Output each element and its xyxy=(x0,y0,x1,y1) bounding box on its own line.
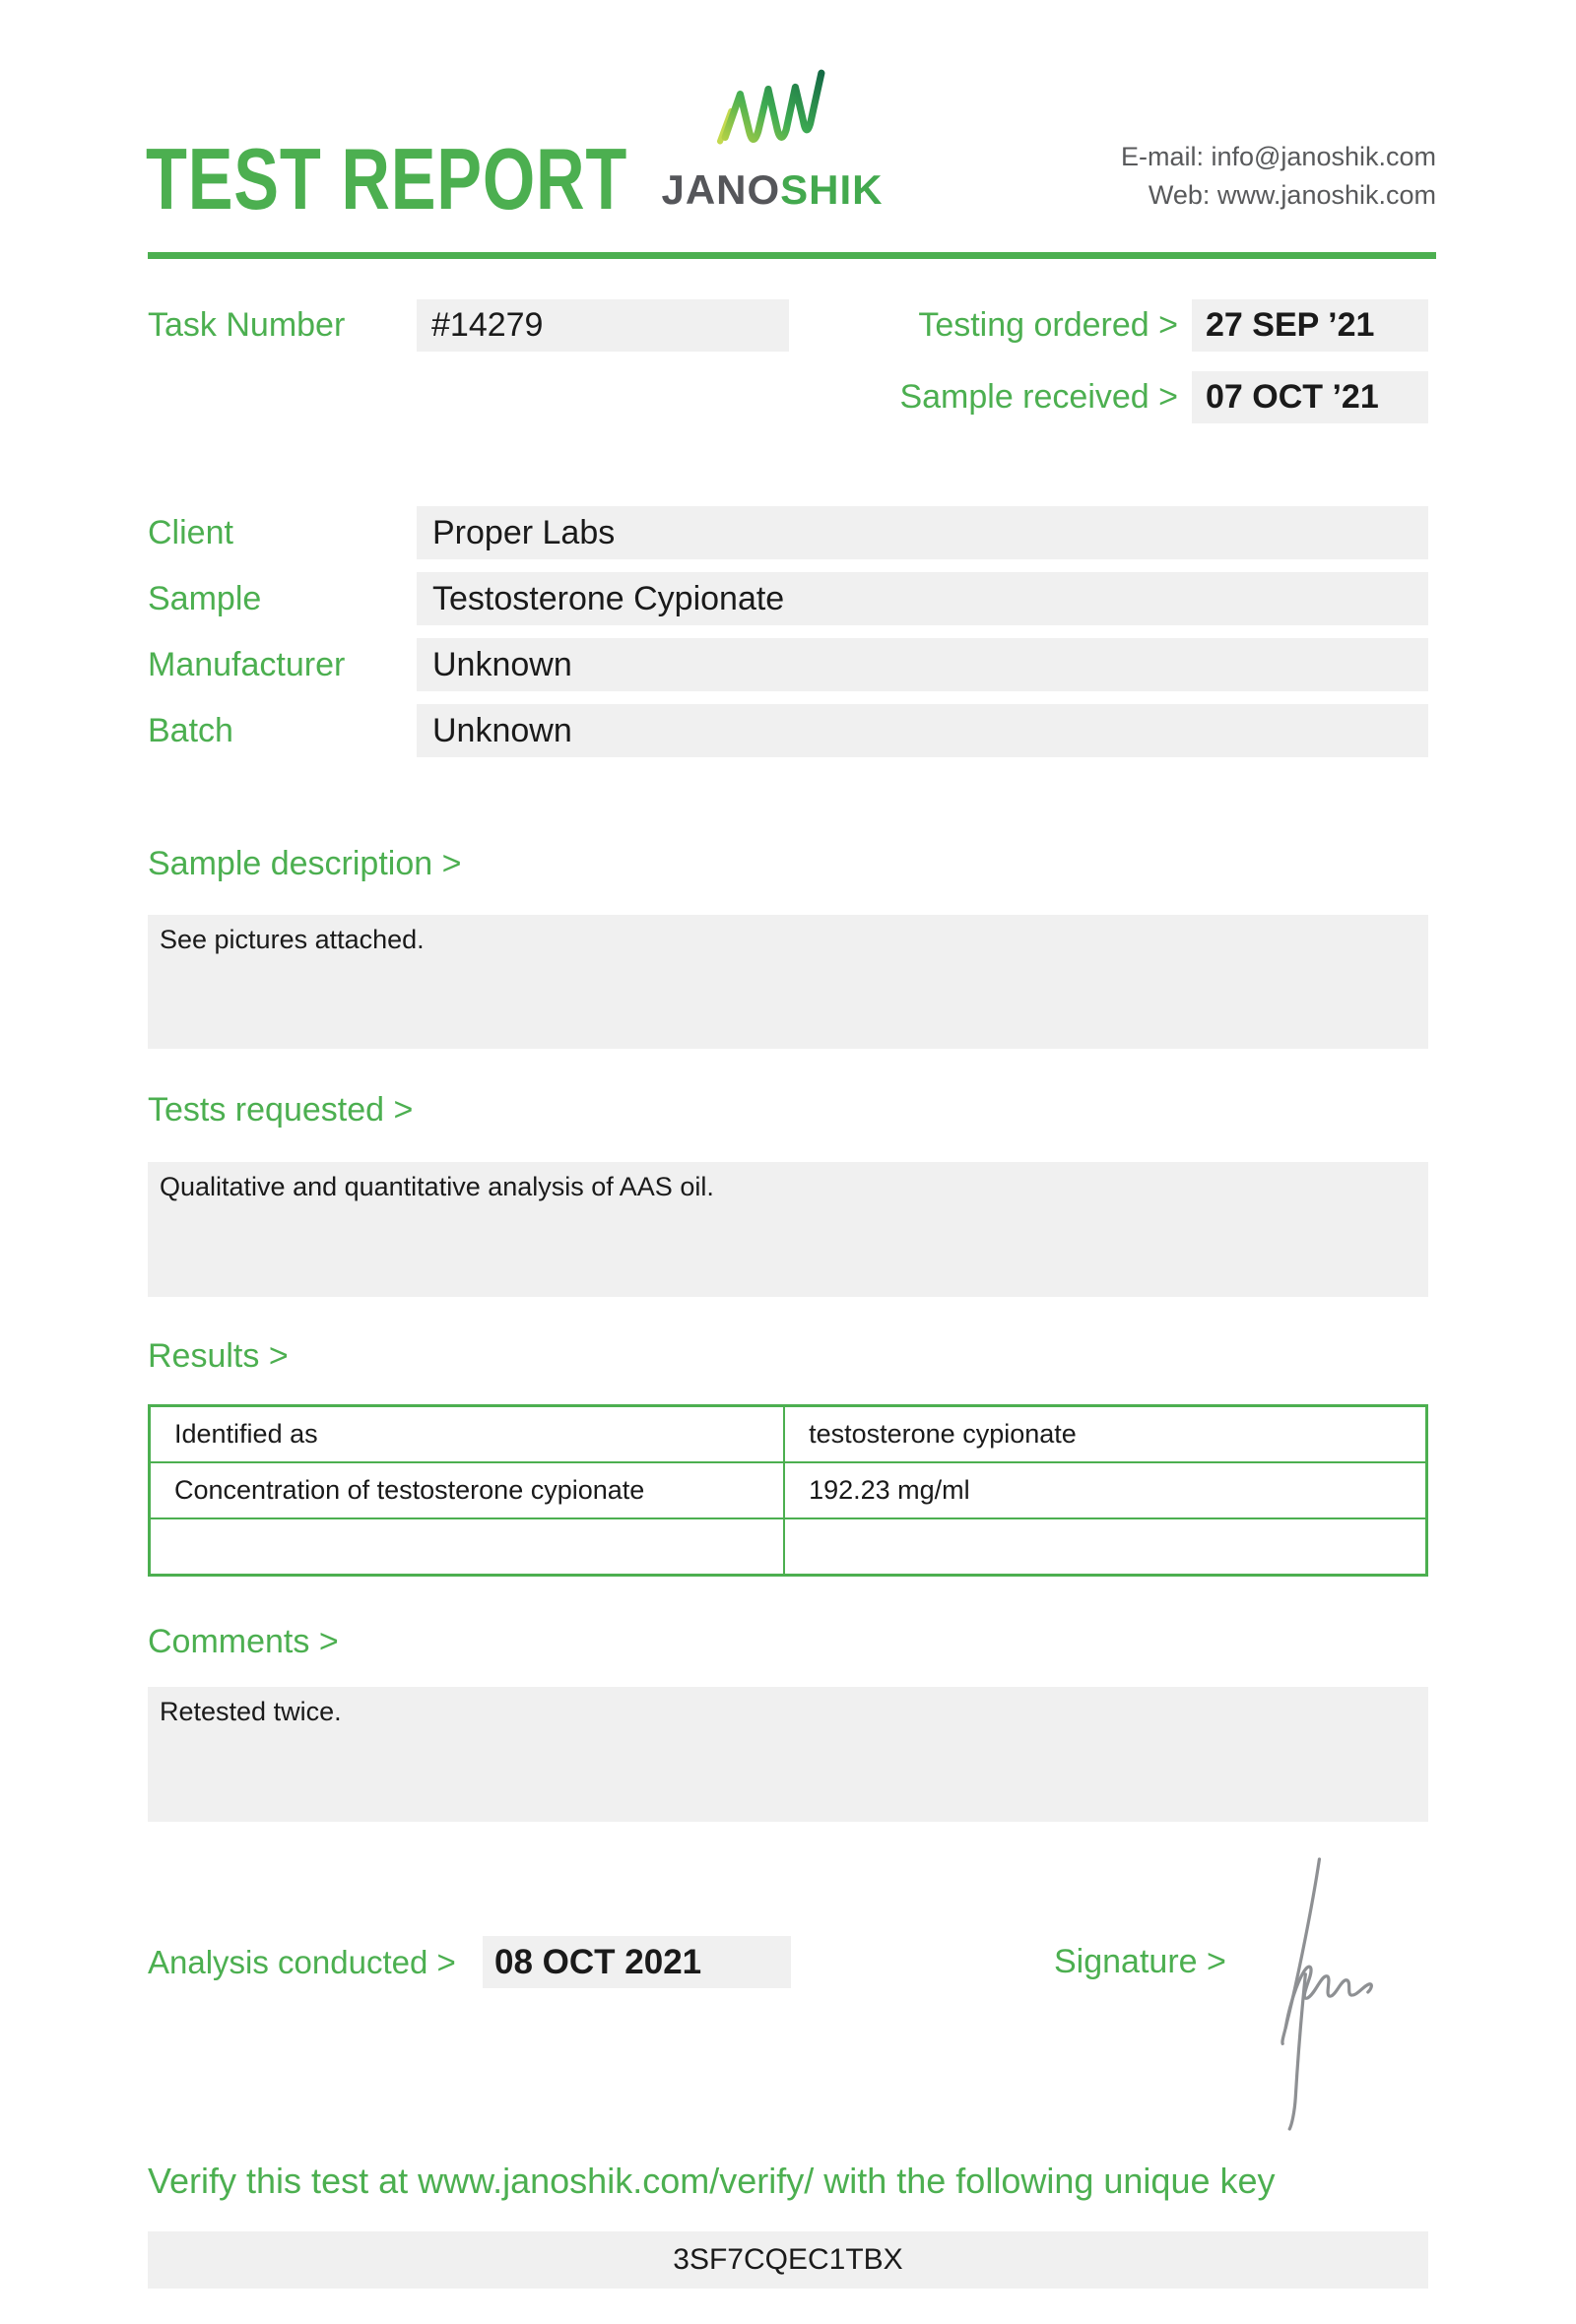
sample-value: Testosterone Cypionate xyxy=(417,572,1428,625)
result-value xyxy=(784,1518,1426,1576)
verify-text: Verify this test at www.janoshik.com/verify/ with the following unique key xyxy=(148,2161,1276,2201)
signature-label: Signature > xyxy=(1054,1943,1226,1980)
page-title: TEST REPORT xyxy=(146,130,628,227)
tests-requested-box xyxy=(148,1162,1428,1297)
batch-label: Batch xyxy=(148,712,233,749)
client-value: Proper Labs xyxy=(417,506,1428,559)
table-row xyxy=(150,1462,1427,1518)
batch-row xyxy=(148,704,1436,757)
analysis-signature-row xyxy=(148,1936,1436,1988)
analysis-date-value: 08 OCT 2021 xyxy=(483,1936,791,1988)
result-key xyxy=(150,1518,785,1576)
tests-requested-text: Qualitative and quantitative analysis of AAS oil. xyxy=(160,1172,714,1201)
comments-box xyxy=(148,1687,1428,1822)
client-row xyxy=(148,506,1436,559)
result-value: 192.23 mg/ml xyxy=(784,1462,1426,1518)
logo-wordmark-green: SHIK xyxy=(780,166,884,213)
sample-label: Sample xyxy=(148,580,262,617)
result-key: Identified as xyxy=(150,1406,785,1463)
sample-received-row xyxy=(148,371,1436,423)
comments-text: Retested twice. xyxy=(160,1697,342,1726)
contact-block xyxy=(1121,138,1436,215)
tests-requested-heading: Tests requested > xyxy=(148,1091,414,1129)
testing-ordered-value: 27 SEP ’21 xyxy=(1192,299,1428,352)
table-row xyxy=(150,1406,1427,1463)
result-value: testosterone cypionate xyxy=(784,1406,1426,1463)
signature-image xyxy=(1273,1855,1383,2133)
sample-description-box xyxy=(148,915,1428,1049)
sample-description-heading: Sample description > xyxy=(148,845,462,882)
sample-row xyxy=(148,572,1436,625)
results-heading: Results > xyxy=(148,1337,289,1375)
email-text: E-mail: info@janoshik.com xyxy=(1120,142,1436,171)
task-number-row xyxy=(148,299,1436,352)
manufacturer-row xyxy=(148,638,1436,691)
analysis-conducted-label: Analysis conducted > xyxy=(148,1944,456,1980)
table-row xyxy=(150,1518,1427,1576)
web-text: Web: www.janoshik.com xyxy=(1148,180,1436,210)
result-key: Concentration of testosterone cypionate xyxy=(150,1462,785,1518)
client-label: Client xyxy=(148,514,233,551)
task-number-label: Task Number xyxy=(148,306,346,344)
testing-ordered-label: Testing ordered > xyxy=(918,306,1178,344)
chart-icon xyxy=(717,69,827,161)
results-table xyxy=(148,1404,1428,1577)
header-divider xyxy=(148,252,1436,259)
janoshik-logo xyxy=(642,69,902,211)
verify-key-box xyxy=(148,2231,1428,2289)
logo-wordmark xyxy=(642,166,902,213)
verify-key: 3SF7CQEC1TBX xyxy=(673,2243,903,2276)
manufacturer-label: Manufacturer xyxy=(148,646,346,683)
task-number-value: #14279 xyxy=(417,299,789,352)
manufacturer-value: Unknown xyxy=(417,638,1428,691)
batch-value: Unknown xyxy=(417,704,1428,757)
comments-heading: Comments > xyxy=(148,1623,339,1660)
logo-wordmark-gray: JANO xyxy=(661,166,781,213)
sample-received-value: 07 OCT ’21 xyxy=(1192,371,1428,423)
sample-received-label: Sample received > xyxy=(899,378,1178,416)
sample-description-text: See pictures attached. xyxy=(160,925,425,954)
